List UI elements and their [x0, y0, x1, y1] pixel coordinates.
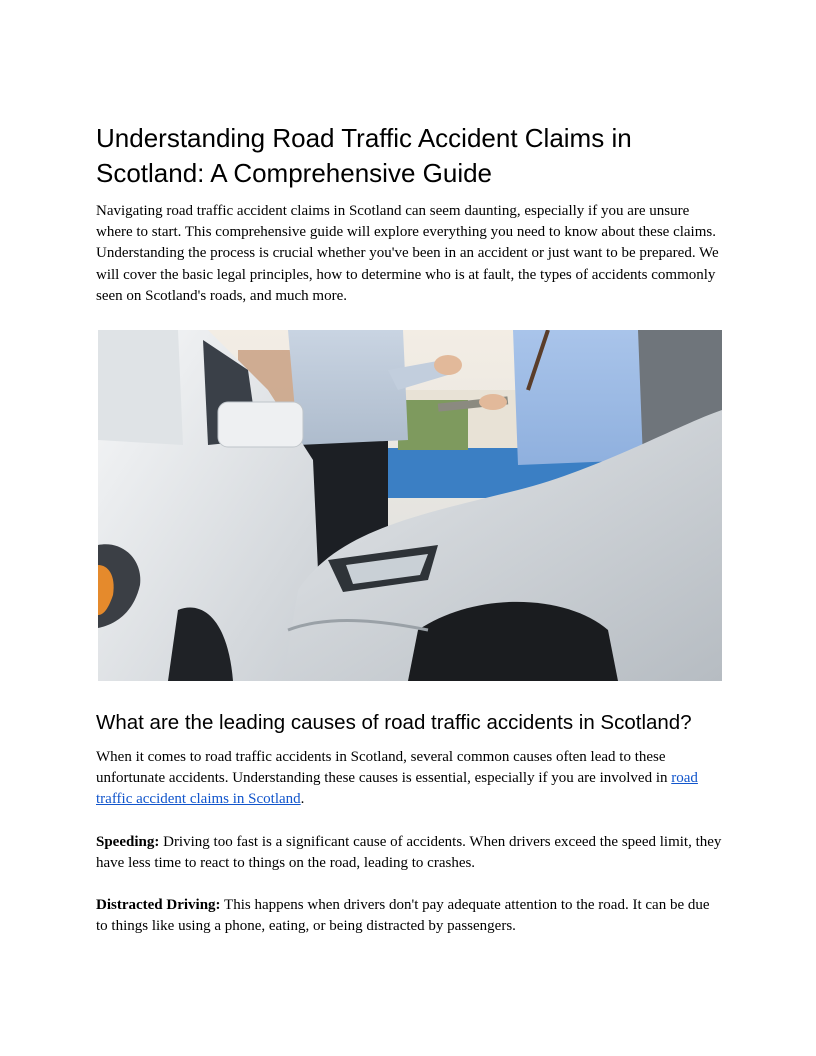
section-lead-paragraph [96, 747, 722, 811]
lead-end: . [300, 791, 305, 808]
lead-text: When it comes to road traffic accidents in Scotland, several common causes often lead to these unfortunate accidents. Understanding these causes is essential, especially if you are involved in [96, 749, 672, 787]
intro-paragraph: Navigating road traffic accident claims in Scotland can seem daunting, especially if you are unsure where to start. This comprehensive guide will explore everything you need to know about these claims. Understanding the process is crucial whether you've been in an accident or just want to be prepared. We will cover the basic legal principles, how to determine who is at fault, the types of accidents commonly seen on Scotland's roads, and much more. [96, 203, 719, 304]
cause-text: This happens when drivers don't pay adequate attention to the road. It can be due to things like using a phone, eating, or being distracted by passengers. [96, 897, 710, 935]
cause-label: Speeding: [96, 834, 160, 850]
section-heading: What are the leading causes of road traffic accidents in Scotland? [96, 711, 692, 734]
page-title: Understanding Road Traffic Accident Claims in Scotland: A Comprehensive Guide [96, 123, 632, 188]
cause-speeding [96, 832, 722, 874]
cause-text: Driving too fast is a significant cause of accidents. When drivers exceed the speed limit, they have less time to react to things on the road, leading to crashes. [96, 834, 722, 872]
cause-label: Distracted Driving: [96, 897, 221, 913]
cause-distracted-driving [96, 895, 722, 937]
claims-link[interactable]: road traffic accident claims in Scotland [96, 770, 698, 808]
hero-image-car-accident [98, 330, 722, 681]
